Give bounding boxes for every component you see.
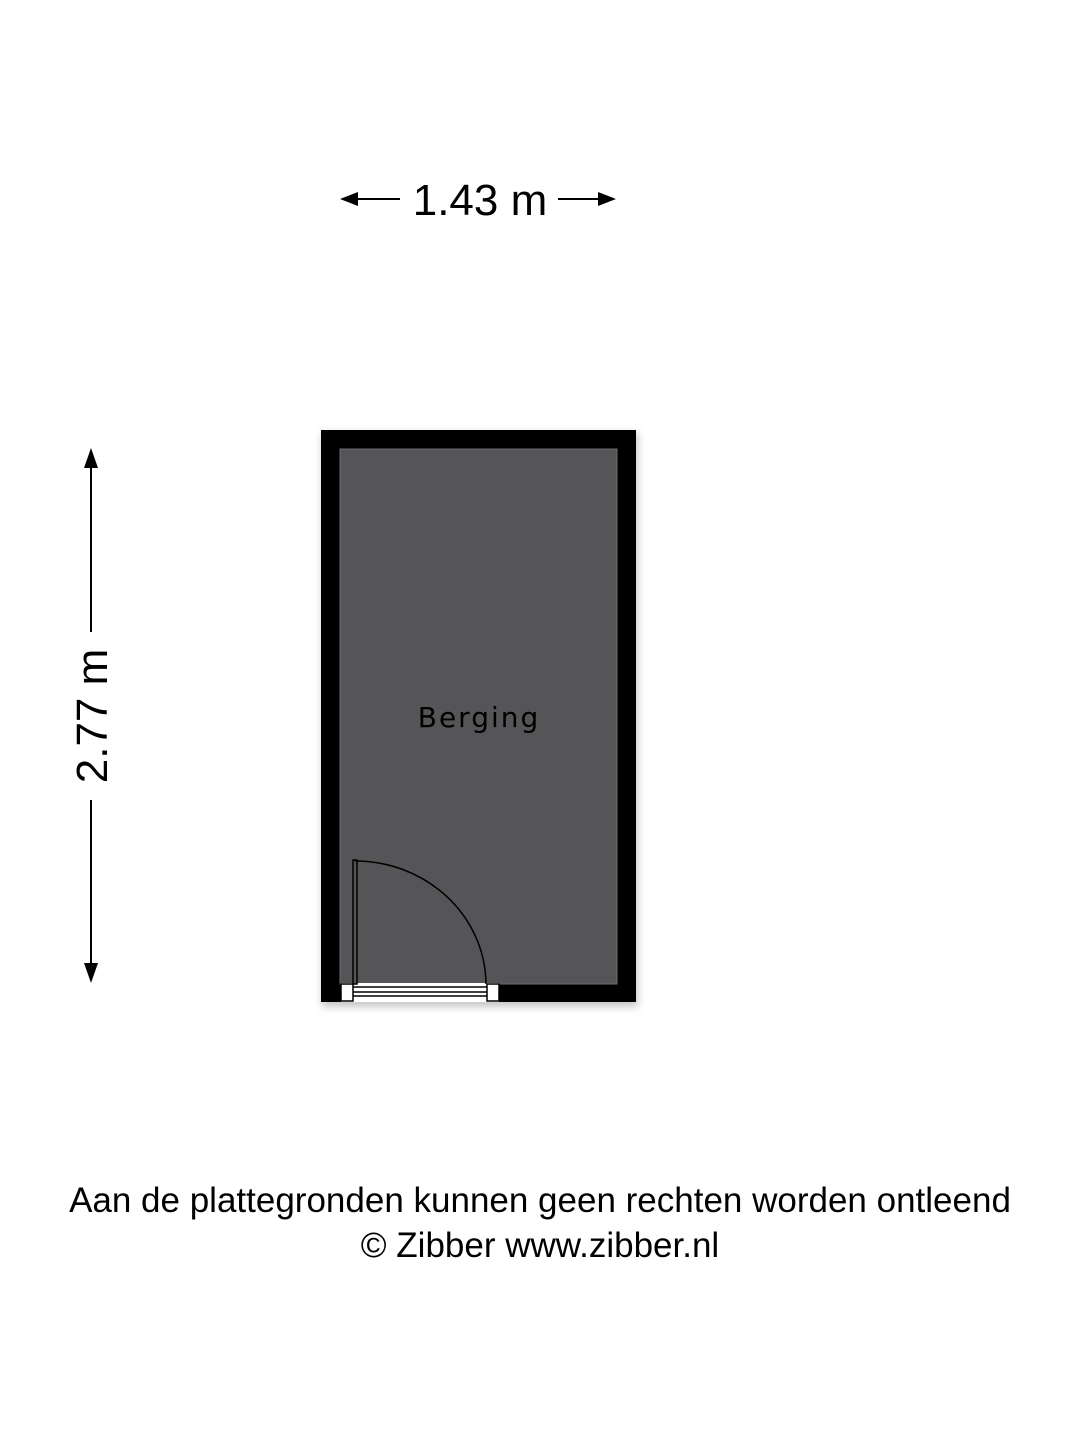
copyright-text: © Zibber www.zibber.nl	[360, 1226, 720, 1265]
height-arrow-bottom-icon	[84, 963, 98, 983]
disclaimer-text: Aan de plattegronden kunnen geen rechten worden ontleend	[69, 1181, 1011, 1220]
door-frame-right	[487, 984, 499, 1001]
door-leaf	[353, 860, 357, 984]
width-arrow-right-icon	[598, 192, 616, 206]
width-arrow-left-icon	[340, 192, 358, 206]
width-dimension	[340, 176, 616, 225]
height-dimension-label: 2.77 m	[68, 648, 117, 784]
door-frame-left	[341, 984, 353, 1001]
height-arrow-top-icon	[84, 448, 98, 468]
width-dimension-label: 1.43 m	[412, 176, 548, 225]
room-name-label: Berging	[417, 701, 541, 734]
room-berging	[321, 430, 638, 1007]
height-dimension	[68, 448, 117, 983]
